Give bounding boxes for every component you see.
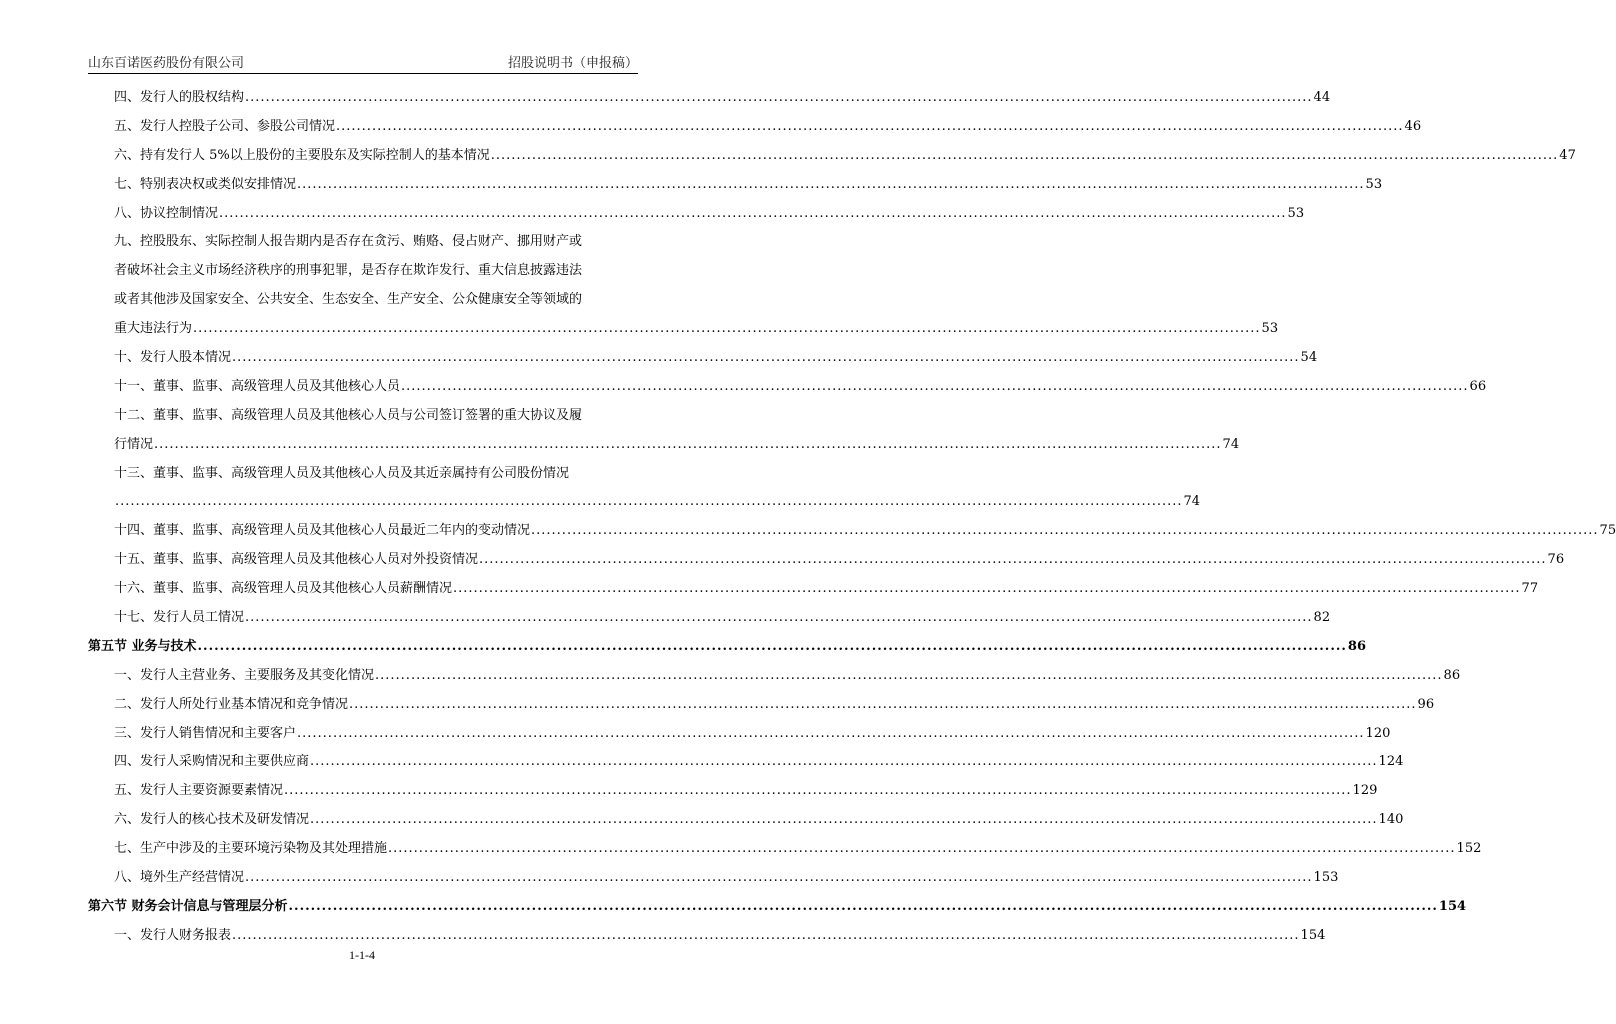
toc-entry-text-line: 十二、董事、监事、高级管理人员及其他核心人员与公司签订签署的重大协议及履	[114, 407, 583, 423]
toc-entry[interactable]	[88, 922, 1326, 951]
toc-dot-leader	[310, 806, 1378, 835]
toc-page-number: 47	[1559, 147, 1576, 163]
toc-dot-leader	[531, 517, 1599, 546]
toc-section-entry[interactable]	[88, 633, 1367, 662]
toc-entry[interactable]	[88, 84, 1331, 113]
toc-entry-title: 七、特别表决权或类似安排情况	[114, 176, 297, 192]
toc-page-number: 86	[1443, 667, 1461, 683]
toc-page-number: 76	[1547, 552, 1565, 568]
toc-entry-title: 一、发行人主营业务、主要服务及其变化情况	[114, 667, 375, 683]
toc-entry[interactable]	[88, 748, 1404, 777]
toc-entry-last-line	[114, 84, 1331, 113]
toc-entry[interactable]	[88, 142, 1576, 171]
toc-entry-title: 八、协议控制情况	[114, 205, 219, 221]
toc-page-number: 124	[1378, 754, 1404, 770]
toc-entry-last-line	[114, 315, 1279, 344]
toc-page-number: 82	[1313, 610, 1331, 626]
toc-entry-last-line	[114, 777, 1378, 806]
toc-dot-leader	[310, 748, 1378, 777]
toc-entry[interactable]	[88, 575, 1539, 604]
toc-dot-leader	[115, 488, 1183, 517]
toc-entry-title: 十五、董事、监事、高级管理人员及其他核心人员对外投资情况	[114, 552, 479, 568]
toc-entry[interactable]	[88, 402, 1240, 460]
toc-entry-last-line	[114, 142, 1576, 171]
toc-entry-last-line	[114, 488, 1201, 517]
toc-entry-last-line	[114, 546, 1565, 575]
toc-dot-leader	[336, 113, 1404, 142]
toc-entry-last-line	[114, 517, 1616, 546]
toc-entry-last-line	[114, 373, 1487, 402]
toc-page-number: 154	[1438, 898, 1467, 914]
toc-entry-title: 十四、董事、监事、高级管理人员及其他核心人员最近二年内的变动情况	[114, 523, 531, 539]
toc-entry-last-line	[114, 662, 1461, 691]
toc-page-number: 129	[1352, 783, 1378, 799]
header-divider	[88, 73, 638, 74]
toc-entry-last-line	[114, 171, 1383, 200]
toc-page-number: 77	[1521, 581, 1539, 597]
toc-entry-last-line	[114, 604, 1331, 633]
toc-dot-leader	[193, 315, 1261, 344]
toc-entry-title: 三、发行人销售情况和主要客户	[114, 725, 297, 741]
toc-entry-text-line: 或者其他涉及国家安全、公共安全、生态安全、生产安全、公众健康安全等领域的	[114, 292, 583, 308]
toc-entry-title: 八、境外生产经营情况	[114, 870, 245, 886]
toc-entry-last-line	[114, 575, 1539, 604]
toc-page-number: 96	[1417, 696, 1435, 712]
toc-dot-leader	[198, 633, 1347, 662]
toc-page-number: 74	[1222, 436, 1240, 452]
toc-entry[interactable]	[88, 604, 1331, 633]
toc-page-number: 153	[1313, 870, 1339, 886]
toc-entry-last-line	[114, 344, 1318, 373]
toc-section-entry[interactable]	[88, 893, 1467, 922]
toc-entry-last-line	[114, 431, 1240, 460]
toc-entry-title: 六、持有发行人 5%以上股份的主要股东及实际控制人的基本情况	[114, 147, 490, 163]
toc-entry-text-line: 者破坏社会主义市场经济秩序的刑事犯罪，是否存在欺诈发行、重大信息披露违法	[114, 263, 583, 279]
page-number: 1-1-4	[349, 948, 375, 962]
toc-dot-leader	[232, 344, 1300, 373]
toc-dot-leader	[232, 922, 1300, 951]
toc-dot-leader	[245, 604, 1313, 633]
toc-entry-last-line	[114, 922, 1326, 951]
toc-entry[interactable]	[88, 662, 1461, 691]
toc-entry-title: 五、发行人控股子公司、参股公司情况	[114, 118, 336, 134]
toc-entry[interactable]	[88, 460, 1201, 518]
toc-entry[interactable]	[88, 113, 1422, 142]
toc-entry-title: 十、发行人股本情况	[114, 350, 232, 366]
toc-entry[interactable]	[88, 835, 1482, 864]
toc-page-number: 120	[1365, 725, 1391, 741]
toc-entry-title: 第五节 业务与技术	[88, 638, 197, 654]
header-document-title: 招股说明书（申报稿）	[507, 56, 638, 71]
table-of-contents	[88, 84, 1616, 951]
toc-entry[interactable]	[88, 720, 1391, 749]
toc-entry-title: 五、发行人主要资源要素情况	[114, 783, 284, 799]
toc-page-number: 140	[1378, 812, 1404, 828]
toc-entry-last-line	[114, 200, 1305, 229]
toc-entry-title: 一、发行人财务报表	[114, 927, 232, 943]
toc-entry-last-line	[114, 864, 1339, 893]
toc-dot-leader	[284, 777, 1352, 806]
toc-entry-title: 四、发行人的股权结构	[114, 90, 245, 105]
toc-entry-title: 六、发行人的核心技术及研发情况	[114, 812, 310, 828]
toc-page-number: 66	[1469, 378, 1487, 394]
toc-entry-title: 重大违法行为	[114, 321, 193, 337]
toc-entry-last-line	[114, 113, 1422, 142]
toc-entry-title: 二、发行人所处行业基本情况和竞争情况	[114, 696, 349, 712]
toc-entry-last-line	[114, 748, 1404, 777]
toc-dot-leader	[289, 893, 1438, 922]
toc-entry[interactable]	[88, 691, 1435, 720]
toc-entry-title: 十六、董事、监事、高级管理人员及其他核心人员薪酬情况	[114, 581, 453, 597]
toc-page-number: 44	[1313, 90, 1331, 105]
toc-entry-text-line: 九、控股股东、实际控制人报告期内是否存在贪污、贿赂、侵占财产、挪用财产或	[114, 234, 583, 250]
toc-entry[interactable]	[88, 864, 1339, 893]
toc-dot-leader	[349, 691, 1417, 720]
toc-entry[interactable]	[88, 344, 1318, 373]
toc-entry-title: 七、生产中涉及的主要环境污染物及其处理措施	[114, 841, 388, 857]
toc-entry-title: 行情况	[114, 436, 154, 452]
toc-dot-leader	[401, 373, 1469, 402]
toc-dot-leader	[245, 864, 1313, 893]
toc-page-number: 74	[1183, 494, 1201, 510]
page-header	[88, 52, 638, 71]
toc-dot-leader	[297, 720, 1365, 749]
toc-entry-title: 第六节 财务会计信息与管理层分析	[88, 898, 288, 914]
toc-entry-last-line	[114, 691, 1435, 720]
toc-page-number: 75	[1599, 523, 1616, 539]
toc-entry-last-line	[114, 720, 1391, 749]
toc-dot-leader	[219, 200, 1287, 229]
toc-page-number: 46	[1404, 118, 1422, 134]
toc-page-number: 54	[1300, 350, 1318, 366]
toc-entry-last-line	[114, 835, 1482, 864]
toc-entry[interactable]	[88, 806, 1404, 835]
toc-dot-leader	[453, 575, 1521, 604]
toc-entry[interactable]	[88, 517, 1616, 546]
toc-entry-last-line	[114, 806, 1404, 835]
toc-entry[interactable]	[88, 546, 1565, 575]
toc-dot-leader	[375, 662, 1443, 691]
toc-page-number: 86	[1347, 638, 1367, 654]
toc-dot-leader	[491, 142, 1559, 171]
toc-entry-last-line	[88, 633, 1367, 662]
toc-entry[interactable]	[88, 171, 1383, 200]
toc-entry[interactable]	[88, 777, 1378, 806]
toc-page-number: 154	[1300, 927, 1326, 943]
toc-entry-last-line	[88, 893, 1467, 922]
toc-entry-title: 十一、董事、监事、高级管理人员及其他核心人员	[114, 378, 401, 394]
toc-dot-leader	[479, 546, 1547, 575]
toc-entry-title: 十七、发行人员工情况	[114, 610, 245, 626]
toc-page-number: 53	[1365, 176, 1383, 192]
toc-page-number: 152	[1456, 841, 1482, 857]
toc-entry[interactable]	[88, 373, 1487, 402]
toc-dot-leader	[297, 171, 1365, 200]
toc-page-number: 53	[1261, 321, 1279, 337]
toc-dot-leader	[388, 835, 1456, 864]
toc-entry[interactable]	[88, 228, 1279, 344]
toc-dot-leader	[154, 431, 1222, 460]
toc-entry-title: 四、发行人采购情况和主要供应商	[114, 754, 310, 770]
toc-entry-text-line: 十三、董事、监事、高级管理人员及其他核心人员及其近亲属持有公司股份情况	[114, 465, 570, 481]
toc-dot-leader	[245, 84, 1313, 113]
toc-page-number: 53	[1287, 205, 1305, 221]
toc-entry[interactable]	[88, 200, 1305, 229]
header-company-name: 山东百诺医药股份有限公司	[88, 56, 245, 71]
